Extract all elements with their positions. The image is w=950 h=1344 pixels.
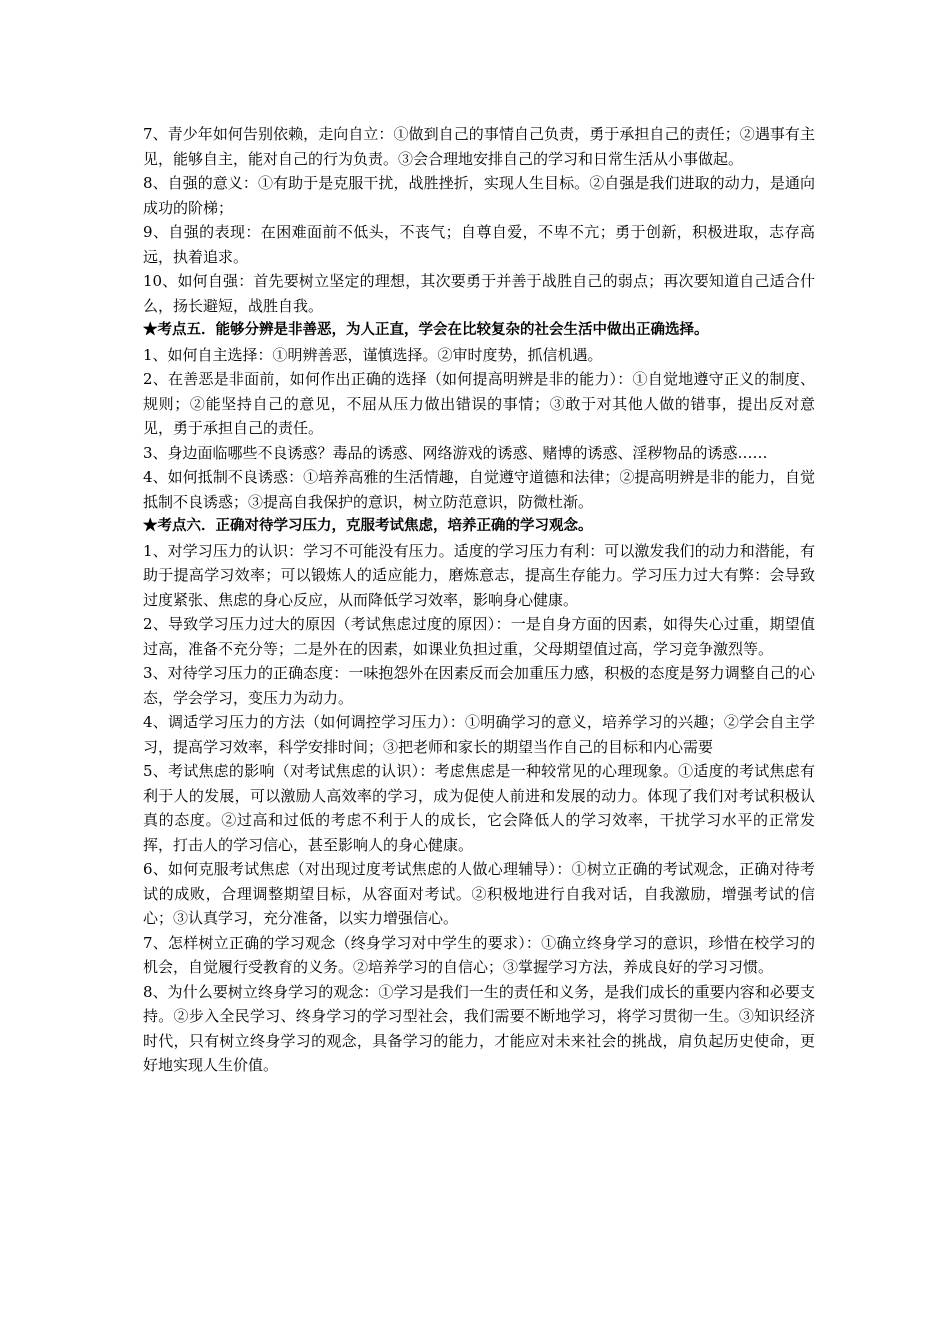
paragraph-8-lifelong-learning: 8、为什么要树立终身学习的观念：①学习是我们一生的责任和义务，是我们成长的重要内容和必要支持。②步入全民学习、终身学习的学习型社会，我们需要不断地学习，将学习贯彻一生。③知识经济时代，只有树立终身学习的观念，具备学习的能力，才能应对未来社会的挑战，肩负起历史使命，更好地实现人生价值。 — [143, 982, 815, 1074]
paragraph-5-exam-anxiety-effects: 5、考试焦虑的影响（对考试焦虑的认识）：考虑焦虑是一种较常见的心理现象。①适度的考试焦虑有利于人的发展，可以激励人高效率的学习，成为促使人前进和发展的动力。体现了我们对考试积极认真的态度。②过高和过低的考虑不利于人的成长，它会降低人的学习效率，干扰学习水平的正常发挥，打击人的学习信心，甚至影响人的身心健康。 — [143, 762, 815, 854]
paragraph-1-autonomous-choice: 1、如何自主选择：①明辨善恶，谨慎选择。②审时度势，抓信机遇。 — [143, 345, 603, 364]
paragraph-4-pressure-methods: 4、调适学习压力的方法（如何调控学习压力）：①明确学习的意义，培养学习的兴趣；②学会自主学习，提高学习效率，科学安排时间；③把老师和家长的期望当作自己的目标和内心需要 — [143, 713, 815, 756]
paragraph-8-self-strength-meaning: 8、自强的意义：①有助于是克服干扰，战胜挫折，实现人生目标。②自强是我们进取的动力，是通向成功的阶梯； — [143, 174, 815, 217]
paragraph-7-independence: 7、青少年如何告别依赖，走向自立：①做到自己的事情自己负责，勇于承担自己的责任；②遇事有主见，能够自主，能对自己的行为负责。③会合理地安排自己的学习和日常生活从小事做起。 — [143, 125, 815, 168]
paragraph-4-resist-temptation: 4、如何抵制不良诱惑：①培养高雅的生活情趣，自觉遵守道德和法律；②提高明辨是非的能力，自觉抵制不良诱惑；③提高自我保护的意识，树立防范意识，防微杜渐。 — [143, 468, 815, 511]
paragraph-3-temptations: 3、身边面临哪些不良诱惑？毒品的诱惑、网络游戏的诱惑、赌博的诱惑、淫秽物品的诱惑…… — [143, 443, 768, 462]
paragraph-10-how-self-strength: 10、如何自强：首先要树立坚定的理想，其次要勇于并善于战胜自己的弱点；再次要知道自己适合什么，扬长避短，战胜自我。 — [143, 272, 815, 315]
document-page — [143, 122, 815, 1078]
paragraph-1-study-pressure: 1、对学习压力的认识：学习不可能没有压力。适度的学习压力有利：可以激发我们的动力和潜能，有助于提高学习效率；可以锻炼人的适应能力，磨炼意志，提高生存能力。学习压力过大有弊：会导致过度紧张、焦虑的身心反应，从而降低学习效率，影响身心健康。 — [143, 541, 815, 609]
paragraph-2-right-choice: 2、在善恶是非面前，如何作出正确的选择（如何提高明辨是非的能力）：①自觉地遵守正义的制度、规则；②能坚持自己的意见，不屈从压力做出错误的事情；③敢于对其他人做的错事，提出反对意见，勇于承担自己的责任。 — [143, 370, 815, 437]
section-heading-six: ★考点六．正确对待学习压力，克服考试焦虑，培养正确的学习观念。 — [143, 517, 593, 534]
paragraph-9-self-strength-behavior: 9、自强的表现：在困难面前不低头，不丧气；自尊自爱，不卑不亢；勇于创新，积极进取，志存高远，执着追求。 — [143, 223, 815, 266]
paragraph-2-pressure-causes: 2、导致学习压力过大的原因（考试焦虑过度的原因）：一是自身方面的因素，如得失心过重，期望值过高，准备不充分等；二是外在的因素，如课业负担过重，父母期望值过高，学习竞争激烈等。 — [143, 615, 815, 658]
section-heading-five: ★考点五．能够分辨是非善恶，为人正直，学会在比较复杂的社会生活中做出正确选择。 — [143, 321, 709, 338]
paragraph-6-overcome-anxiety: 6、如何克服考试焦虑（对出现过度考试焦虑的人做心理辅导）：①树立正确的考试观念，正确对待考试的成败，合理调整期望目标，从容面对考试。②积极地进行自我对话，自我激励，增强考试的信心；③认真学习，充分准备，以实力增强信心。 — [143, 860, 815, 927]
paragraph-3-pressure-attitude: 3、对待学习压力的正确态度：一味抱怨外在因素反而会加重压力感，积极的态度是努力调整自己的心态，学会学习，变压力为动力。 — [143, 664, 815, 707]
paragraph-7-learning-concept: 7、怎样树立正确的学习观念（终身学习对中学生的要求）：①确立终身学习的意识，珍惜在校学习的机会，自觉履行受教育的义务。②培养学习的自信心；③掌握学习方法，养成良好的学习习惯。 — [143, 933, 815, 976]
